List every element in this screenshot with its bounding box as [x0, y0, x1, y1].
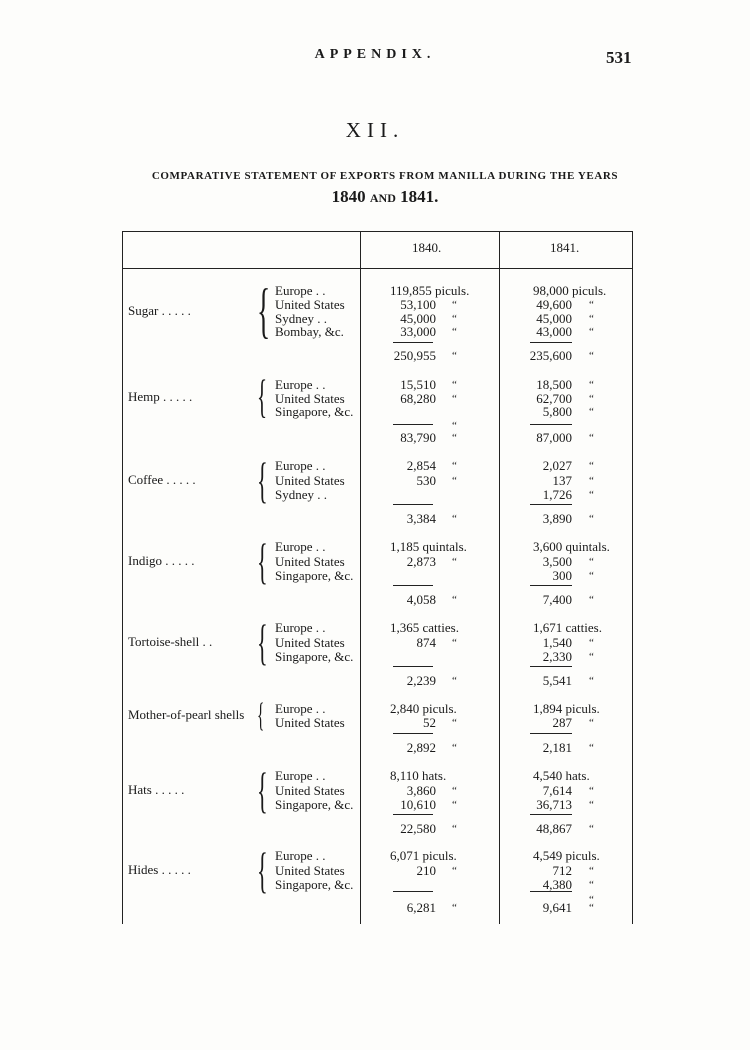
- ditto-mark: “: [452, 350, 457, 362]
- destination-label: Europe . .: [275, 768, 326, 783]
- destination-label: Europe . .: [275, 458, 326, 473]
- ditto-mark: “: [452, 392, 457, 405]
- ditto-mark: “: [589, 717, 594, 729]
- category-label: Sugar . . . . .: [128, 302, 191, 318]
- ditto-mark: “: [589, 879, 594, 891]
- heading-year-b: 1841.: [400, 187, 439, 206]
- sum-rule-1841: [530, 342, 572, 343]
- value-1840: 33,000: [400, 324, 436, 340]
- sum-rule-1840: [393, 733, 433, 734]
- column-divider-1840: [360, 232, 361, 924]
- category-label: Hides . . . . .: [128, 861, 191, 877]
- sum-rule-1841: [530, 666, 572, 667]
- page-number: 531: [606, 48, 632, 67]
- value-1840: 1,365 catties.: [390, 620, 459, 635]
- category-label: Indigo . . . . .: [128, 552, 195, 568]
- ditto-mark: “: [452, 675, 457, 687]
- sum-rule-1841: [530, 891, 572, 892]
- brace-glyph: {: [257, 277, 271, 345]
- ditto-mark: “: [589, 474, 594, 487]
- ditto-mark: “: [589, 555, 594, 568]
- value-1841: 137: [552, 472, 572, 488]
- ditto-mark: “: [452, 823, 457, 835]
- value-1841: 98,000 piculs.: [533, 283, 607, 298]
- value-1840: 8,110 hats.: [390, 768, 447, 783]
- total-1841: 2,181: [542, 740, 572, 755]
- value-1841: 300: [552, 568, 572, 583]
- value-1840: 3,860: [406, 782, 436, 798]
- ditto-mark: “: [589, 298, 594, 311]
- ditto-mark: “: [452, 312, 457, 325]
- destination-label: Singapore, &c.: [275, 568, 354, 583]
- total-1840: 22,580: [400, 821, 436, 836]
- destination-label: Europe . .: [275, 377, 326, 392]
- ditto-mark: “: [452, 298, 457, 311]
- table-heading-years: [0, 187, 750, 207]
- value-1841: 4,549 piculs.: [533, 848, 600, 863]
- ditto-mark: “: [452, 742, 457, 754]
- value-1841: 62,700: [536, 390, 572, 406]
- ditto-mark: “: [589, 513, 594, 525]
- brace-glyph: {: [257, 372, 268, 423]
- value-1840: 1,185 quintals.: [390, 539, 467, 554]
- category-label: Mother-of-pearl shells: [128, 707, 245, 722]
- value-1841: 1,894 piculs.: [533, 701, 600, 716]
- column-divider-1841: [499, 232, 500, 924]
- sum-rule-1840: [393, 814, 433, 815]
- brace-glyph: {: [257, 697, 265, 734]
- destination-label: Sydney . .: [275, 310, 327, 326]
- running-head: APPENDIX.: [314, 47, 436, 62]
- ditto-mark: “: [589, 312, 594, 325]
- ditto-mark: “: [589, 799, 594, 811]
- ditto-mark: “: [589, 675, 594, 687]
- ditto-mark: “: [589, 570, 594, 582]
- brace-glyph: {: [257, 615, 268, 670]
- value-1841: 7,614: [542, 782, 572, 798]
- sum-rule-1840: [393, 891, 433, 892]
- value-1840: 2,854: [406, 458, 436, 473]
- destination-label: United States: [275, 634, 345, 650]
- ditto-mark: “: [452, 717, 457, 729]
- total-1841: 5,541: [542, 673, 572, 688]
- total-1840: 2,892: [406, 740, 436, 755]
- total-1841: 235,600: [529, 348, 572, 363]
- value-1841: 1,671 catties.: [533, 620, 602, 635]
- sum-rule-1840: [393, 424, 433, 425]
- ditto-mark: “: [589, 651, 594, 663]
- total-1840: 3,384: [406, 511, 436, 526]
- ditto-mark: “: [452, 864, 457, 877]
- sum-rule-1841: [530, 585, 572, 586]
- ditto-mark: “: [452, 379, 457, 391]
- value-1841: 43,000: [536, 324, 572, 340]
- value-1840: 45,000: [400, 310, 436, 326]
- destination-label: Europe . .: [275, 283, 326, 298]
- value-1840: 530: [416, 472, 436, 488]
- sum-rule-1840: [393, 504, 433, 505]
- ditto-mark: “: [452, 419, 457, 432]
- ditto-mark: “: [589, 893, 594, 906]
- value-1840: 15,510: [400, 377, 436, 392]
- total-1841: 3,890: [542, 511, 572, 526]
- brace-glyph: {: [257, 763, 268, 818]
- ditto-mark: “: [589, 406, 594, 418]
- total-1840: 6,281: [406, 900, 436, 915]
- sum-rule-1841: [530, 424, 572, 425]
- value-1840: 6,071 piculs.: [390, 848, 457, 863]
- total-1841: 48,867: [536, 821, 572, 836]
- value-1841: 18,500: [536, 377, 572, 392]
- sum-rule-1841: [530, 504, 572, 505]
- destination-label: Singapore, &c.: [275, 877, 354, 892]
- ditto-mark: “: [589, 594, 594, 606]
- ditto-mark: “: [452, 594, 457, 606]
- ditto-mark: “: [452, 460, 457, 472]
- value-1840: 2,840 piculs.: [390, 701, 457, 716]
- ditto-mark: “: [452, 513, 457, 525]
- ditto-mark: “: [589, 823, 594, 835]
- destination-label: Singapore, &c.: [275, 797, 354, 812]
- destination-label: United States: [275, 862, 345, 878]
- brace-glyph: {: [257, 843, 268, 898]
- ditto-mark: “: [589, 326, 594, 339]
- ditto-mark: “: [589, 379, 594, 391]
- destination-label: United States: [275, 782, 345, 798]
- value-1840: 52: [423, 715, 436, 730]
- value-1841: 49,600: [536, 296, 572, 312]
- ditto-mark: “: [589, 460, 594, 472]
- table-heading: COMPARATIVE STATEMENT OF EXPORTS FROM MANILLA DURING THE YEARS: [151, 170, 619, 182]
- destination-label: United States: [275, 296, 345, 312]
- value-1841: 1,726: [542, 487, 572, 502]
- destination-label: United States: [275, 390, 345, 406]
- header-rule: [122, 268, 633, 269]
- value-1841: 712: [552, 862, 572, 878]
- destination-label: Europe . .: [275, 848, 326, 863]
- value-1841: 287: [552, 715, 572, 730]
- sum-rule-1840: [393, 666, 433, 667]
- ditto-mark: “: [589, 902, 594, 914]
- ditto-mark: “: [589, 864, 594, 877]
- value-1841: 2,027: [542, 458, 572, 473]
- destination-label: Bombay, &c.: [275, 324, 344, 340]
- brace-glyph: {: [257, 534, 268, 589]
- ditto-mark: “: [452, 326, 457, 339]
- total-1840: 4,058: [406, 592, 436, 607]
- value-1841: 3,600 quintals.: [533, 539, 610, 554]
- ditto-mark: “: [589, 742, 594, 754]
- ditto-mark: “: [589, 350, 594, 362]
- ditto-mark: “: [589, 489, 594, 501]
- sum-rule-1840: [393, 342, 433, 343]
- value-1841: 36,713: [536, 797, 572, 812]
- value-1840: 210: [416, 862, 436, 878]
- ditto-mark: “: [589, 432, 594, 444]
- ditto-mark: “: [452, 555, 457, 568]
- destination-label: Europe . .: [275, 620, 326, 635]
- heading-and: AND: [369, 191, 396, 205]
- total-1841: 87,000: [536, 430, 572, 445]
- sum-rule-1840: [393, 585, 433, 586]
- heading-year-a: 1840: [331, 187, 366, 206]
- destination-label: Singapore, &c.: [275, 404, 354, 419]
- ditto-mark: “: [589, 784, 594, 797]
- ditto-mark: “: [452, 474, 457, 487]
- destination-label: United States: [275, 715, 345, 730]
- value-1840: 119,855 piculs.: [390, 283, 470, 298]
- category-label: Hats . . . . .: [128, 781, 185, 797]
- ditto-mark: “: [589, 392, 594, 405]
- destination-label: United States: [275, 553, 345, 569]
- total-1841: 9,641: [542, 900, 572, 915]
- value-1841: 45,000: [536, 310, 572, 326]
- total-1840: 83,790: [400, 430, 436, 445]
- total-1841: 7,400: [542, 592, 572, 607]
- total-1840: 250,955: [393, 348, 436, 363]
- ditto-mark: “: [589, 636, 594, 649]
- category-label: Coffee . . . . .: [128, 471, 196, 487]
- destination-label: Sydney . .: [275, 487, 327, 502]
- ditto-mark: “: [452, 799, 457, 811]
- ditto-mark: “: [452, 432, 457, 444]
- section-numeral: XII.: [345, 118, 405, 142]
- total-1840: 2,239: [406, 673, 436, 688]
- value-1840: 874: [416, 634, 436, 650]
- ditto-mark: “: [452, 784, 457, 797]
- value-1840: 10,610: [400, 797, 436, 812]
- value-1841: 5,800: [542, 404, 572, 419]
- column-header-1840: 1840.: [412, 240, 442, 255]
- sum-rule-1841: [530, 814, 572, 815]
- destination-label: Europe . .: [275, 701, 326, 716]
- destination-label: Europe . .: [275, 539, 326, 554]
- value-1840: 53,100: [400, 296, 436, 312]
- ditto-mark: “: [452, 636, 457, 649]
- destination-label: Singapore, &c.: [275, 649, 354, 664]
- sum-rule-1841: [530, 733, 572, 734]
- category-label: Hemp . . . . .: [128, 389, 193, 405]
- value-1841: 4,380: [542, 877, 572, 892]
- value-1841: 1,540: [542, 634, 572, 650]
- ditto-mark: “: [452, 902, 457, 914]
- value-1841: 2,330: [542, 649, 572, 664]
- brace-glyph: {: [257, 453, 268, 508]
- value-1840: 2,873: [406, 553, 436, 569]
- value-1841: 3,500: [542, 553, 572, 569]
- value-1840: 68,280: [400, 390, 436, 406]
- category-label: Tortoise-shell . .: [128, 633, 213, 649]
- destination-label: United States: [275, 472, 345, 488]
- column-header-1841: 1841.: [550, 240, 580, 255]
- value-1841: 4,540 hats.: [533, 768, 590, 783]
